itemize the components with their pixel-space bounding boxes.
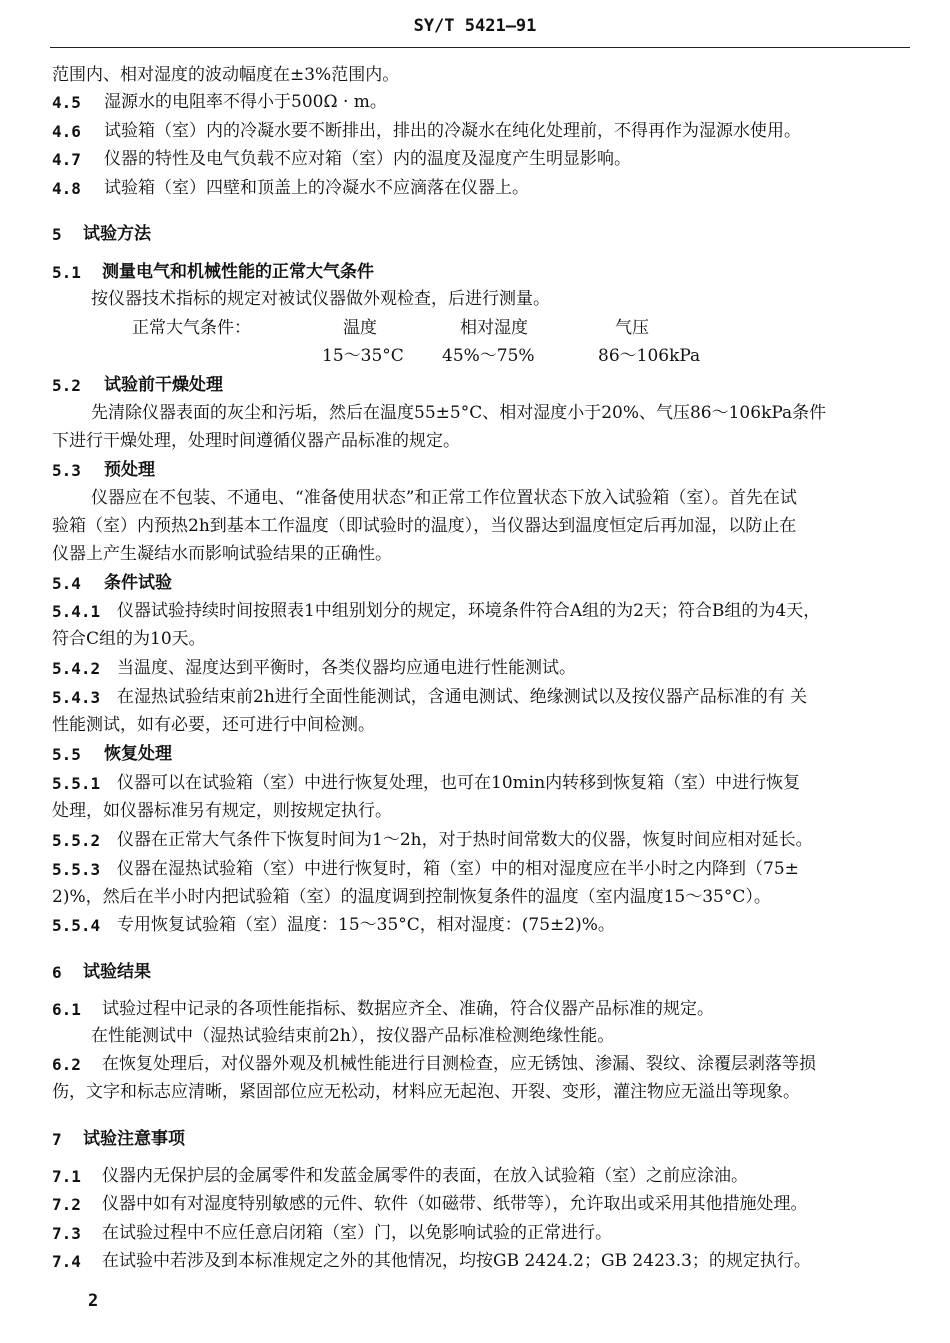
section-number: 7.4 [52, 1252, 81, 1271]
section-number: 4.8 [52, 179, 81, 198]
text-line: 伤，文字和标志应清晰，紧固部位应无松动，材料应无起泡、开裂、变形，灌注物应无溢出等现象。 [52, 1082, 800, 1102]
text-line: 符合C组的为10天。 [52, 629, 206, 649]
text-line: 2)%，然后在半小时内把试验箱（室）的温度调到控制恢复条件的温度（室内温度15～35°C）。 [52, 887, 771, 907]
section-number: 5.2 [52, 376, 81, 395]
section-heading: 测量电气和机械性能的正常大气条件 [102, 262, 374, 282]
text-line: 仪器中如有对湿度特别敏感的元件、软件（如磁带、纸带等），允许取出或采用其他措施处理。 [102, 1194, 808, 1214]
text-line: 仪器应在不包装、不通电、“准备使用状态”和正常工作位置状态下放入试验箱（室）。首先在试 [91, 488, 797, 508]
atmos-header-temperature: 温度 [343, 318, 377, 338]
text-line: 仪器在正常大气条件下恢复时间为1～2h，对于热时间常数大的仪器，恢复时间应相对延长。 [117, 830, 813, 850]
text-line: 湿源水的电阻率不得小于500Ω · m。 [104, 92, 387, 112]
section-number: 6.1 [52, 1000, 81, 1019]
section-heading: 预处理 [104, 460, 155, 480]
section-number: 4.6 [52, 122, 81, 141]
section-number: 5.4.2 [52, 659, 101, 678]
section-heading: 试验方法 [83, 224, 151, 244]
section-heading: 条件试验 [104, 573, 172, 593]
section-number: 5.5.4 [52, 916, 101, 935]
section-heading: 试验结果 [83, 962, 151, 982]
text-line: 下进行干燥处理，处理时间遵循仪器产品标准的规定。 [52, 431, 460, 451]
text-line: 性能测试，如有必要，还可进行中间检测。 [52, 715, 375, 735]
text-line: 试验箱（室）四壁和顶盖上的冷凝水不应滴落在仪器上。 [104, 178, 529, 198]
section-number: 5.5.1 [52, 774, 101, 793]
section-number: 5 [52, 225, 62, 244]
section-number: 5.4 [52, 574, 81, 593]
text-line: 仪器可以在试验箱（室）中进行恢复处理，也可在10min内转移到恢复箱（室）中进行恢复 [117, 773, 801, 793]
section-number: 7.2 [52, 1195, 81, 1214]
text-line: 在性能测试中（湿热试验结束前2h），按仪器产品标准检测绝缘性能。 [91, 1026, 615, 1046]
text-line: 处理，如仪器标准另有规定，则按规定执行。 [52, 801, 392, 821]
section-number: 6.2 [52, 1055, 81, 1074]
section-number: 5.5 [52, 745, 81, 764]
document-header: SY/T 5421—91 [413, 16, 537, 36]
atmos-table-label: 正常大气条件： [132, 318, 251, 338]
text-line: 在试验过程中不应任意启闭箱（室）门，以免影响试验的正常进行。 [102, 1223, 612, 1243]
atmos-value-humidity: 45%～75% [442, 346, 535, 366]
section-number: 6 [52, 963, 62, 982]
atmos-value-pressure: 86～106kPa [598, 346, 701, 366]
section-number: 5.4.1 [52, 602, 101, 621]
text-line: 在试验中若涉及到本标准规定之外的其他情况，均按GB 2424.2；GB 2423.3；的规定执行。 [102, 1251, 811, 1271]
text-line: 当温度、湿度达到平衡时，各类仪器均应通电进行性能测试。 [117, 658, 576, 678]
section-number: 4.5 [52, 93, 81, 112]
section-number: 7.3 [52, 1224, 81, 1243]
text-line: 仪器上产生凝结水而影响试验结果的正确性。 [52, 544, 392, 564]
text-line: 试验箱（室）内的冷凝水要不断排出，排出的冷凝水在纯化处理前，不得再作为湿源水使用。 [104, 121, 801, 141]
section-heading: 试验注意事项 [83, 1129, 185, 1149]
header-rule [50, 47, 910, 48]
text-line: 仪器在湿热试验箱（室）中进行恢复时，箱（室）中的相对湿度应在半小时之内降到（75± [117, 859, 799, 879]
section-number: 4.7 [52, 150, 81, 169]
section-number: 5.5.2 [52, 831, 101, 850]
text-line: 先清除仪器表面的灰尘和污垢，然后在温度55±5°C、相对湿度小于20%、气压86～106kPa条件 [91, 403, 827, 423]
section-number: 5.3 [52, 461, 81, 480]
atmos-value-temperature: 15～35°C [322, 346, 404, 366]
section-number: 5.4.3 [52, 688, 101, 707]
atmos-header-humidity: 相对湿度 [460, 318, 528, 338]
section-number: 5.5.3 [52, 860, 101, 879]
atmos-header-pressure: 气压 [615, 318, 649, 338]
text-line: 验箱（室）内预热2h到基本工作温度（即试验时的温度），当仪器达到温度恒定后再加湿，以防止在 [52, 516, 797, 536]
text-line: 仪器内无保护层的金属零件和发蓝金属零件的表面，在放入试验箱（室）之前应涂油。 [102, 1166, 748, 1186]
section-number: 7.1 [52, 1167, 81, 1186]
text-line: 仪器试验持续时间按照表1中组别划分的规定，环境条件符合A组的为2天；符合B组的为4天， [117, 601, 821, 621]
section-number: 5.1 [52, 263, 81, 282]
section-number: 7 [52, 1130, 62, 1149]
text-line: 按仪器技术指标的规定对被试仪器做外观检查，后进行测量。 [91, 289, 550, 309]
text-line: 专用恢复试验箱（室）温度：15～35°C，相对湿度：(75±2)%。 [117, 915, 615, 935]
text-line: 在恢复处理后，对仪器外观及机械性能进行目测检查，应无锈蚀、渗漏、裂纹、涂覆层剥落等损 [102, 1054, 816, 1074]
text-line: 范围内、相对湿度的波动幅度在±3%范围内。 [52, 65, 400, 85]
section-heading: 试验前干燥处理 [104, 375, 223, 395]
page-number: 2 [88, 1291, 99, 1311]
text-line: 仪器的特性及电气负载不应对箱（室）内的温度及湿度产生明显影响。 [104, 149, 631, 169]
section-heading: 恢复处理 [104, 744, 172, 764]
text-line: 试验过程中记录的各项性能指标、数据应齐全、准确，符合仪器产品标准的规定。 [102, 999, 714, 1019]
text-line: 在湿热试验结束前2h进行全面性能测试，含通电测试、绝缘测试以及按仪器产品标准的有 关 [117, 687, 808, 707]
